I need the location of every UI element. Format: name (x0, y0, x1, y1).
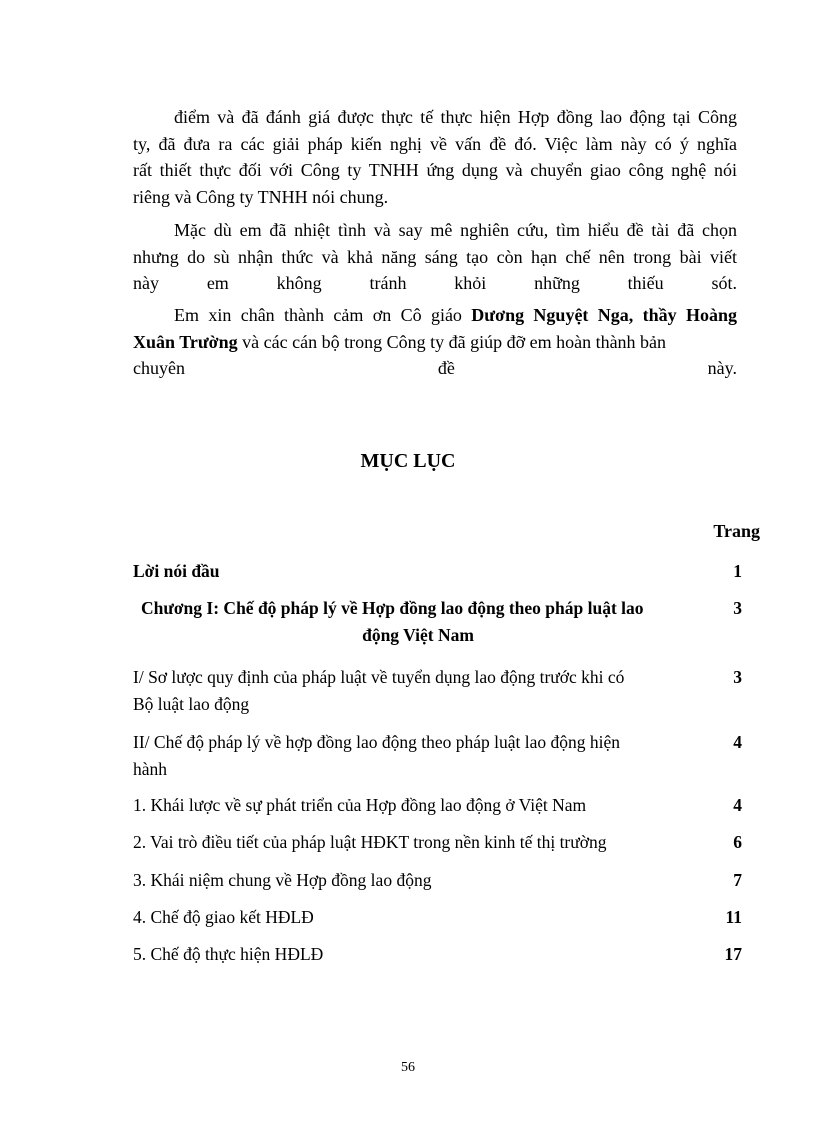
toc-entry-text: 2. Vai trò điều tiết của pháp luật HĐKT trong nền kinh tế thị trường (133, 832, 607, 852)
intro-p1-line-4: riêng và Công ty TNHH nói chung. (133, 186, 389, 207)
toc-entry-page: 4 (733, 795, 742, 815)
intro-paragraph-2 (133, 217, 737, 297)
intro-p3-names-1: Dương Nguyệt Nga, thầy Hoàng (471, 305, 737, 325)
toc-entry-text-line-2: động Việt Nam (362, 625, 474, 645)
intro-p1-line-3: rất thiết thực đối với Công ty TNHH ứng dụng và chuyển giao công nghệ nói (133, 160, 737, 180)
toc-page-header: Trang (713, 521, 760, 541)
intro-p2-line-2: nhưng do sù nhận thức và khả năng sáng tạo còn hạn chế nên trong bài viết (133, 246, 737, 267)
toc-entry-page: 3 (733, 667, 742, 687)
toc-entry-text-line-1: II/ Chế độ pháp lý về hợp đồng lao động theo pháp luật lao động hiện (133, 732, 621, 752)
toc-entry-text: 3. Khái niệm chung về Hợp đồng lao động (133, 870, 432, 890)
toc-entry-text: Lời nói đầu (133, 561, 220, 581)
toc-entry-text: 5. Chế độ thực hiện HĐLĐ (133, 944, 324, 964)
toc-title: MỤC LỤC (360, 450, 456, 472)
toc-entry-text-line-2: hành (133, 759, 168, 779)
intro-p2-line-3: này em không tránh khỏi những thiếu sót. (133, 273, 737, 293)
toc-entry-page: 7 (733, 870, 742, 890)
intro-p3-names-2: Xuân Trường (133, 331, 238, 352)
toc-entry-text: 4. Chế độ giao kết HĐLĐ (133, 907, 314, 927)
toc-entry-page: 17 (724, 944, 742, 964)
intro-p3-line-2 (133, 329, 737, 356)
toc-entry-text: 1. Khái lược về sự phát triển của Hợp đồng lao động ở Việt Nam (133, 795, 587, 815)
toc-entry-text-line-1: I/ Sơ lược quy định của pháp luật về tuyển dụng lao động trước khi có (133, 667, 625, 687)
toc-entry-page: 6 (733, 832, 742, 852)
intro-p3-line-1 (133, 302, 737, 329)
intro-p2-line-1: Mặc dù em đã nhiệt tình và say mê nghiên cứu, tìm hiểu đề tài đã chọn (174, 220, 737, 240)
intro-p1-line-2: ty, đã đưa ra các giải pháp kiến nghị về vấn đề đó. Việc làm này có ý nghĩa (133, 133, 737, 154)
toc-entry-text (133, 664, 678, 718)
intro-p1-line-1: điểm và đã đánh giá được thực tế thực hiện Hợp đồng lao động tại Công (174, 107, 737, 127)
intro-p3-tail: và các cán bộ trong Công ty đã giúp đỡ em hoàn thành bản (237, 331, 667, 352)
toc-entry-page: 3 (733, 598, 742, 618)
intro-paragraph-1 (133, 104, 737, 210)
intro-p3-line-3: chuyên đề này. (133, 358, 737, 378)
intro-paragraph-3 (133, 302, 737, 382)
toc-entry-text (133, 595, 678, 649)
toc-entry-page: 4 (733, 732, 742, 752)
intro-p3-lead: Em xin chân thành cảm ơn Cô giáo (174, 305, 472, 325)
toc-entry-text (133, 729, 678, 783)
toc-entry-page: 11 (725, 907, 742, 927)
page-number: 56 (401, 1060, 415, 1075)
toc-entry-text-line-1: Chương I: Chế độ pháp lý về Hợp đồng lao động theo pháp luật lao (141, 598, 644, 618)
toc-entry-page: 1 (733, 561, 742, 581)
toc-entry-text-line-2: Bộ luật lao động (133, 694, 250, 714)
